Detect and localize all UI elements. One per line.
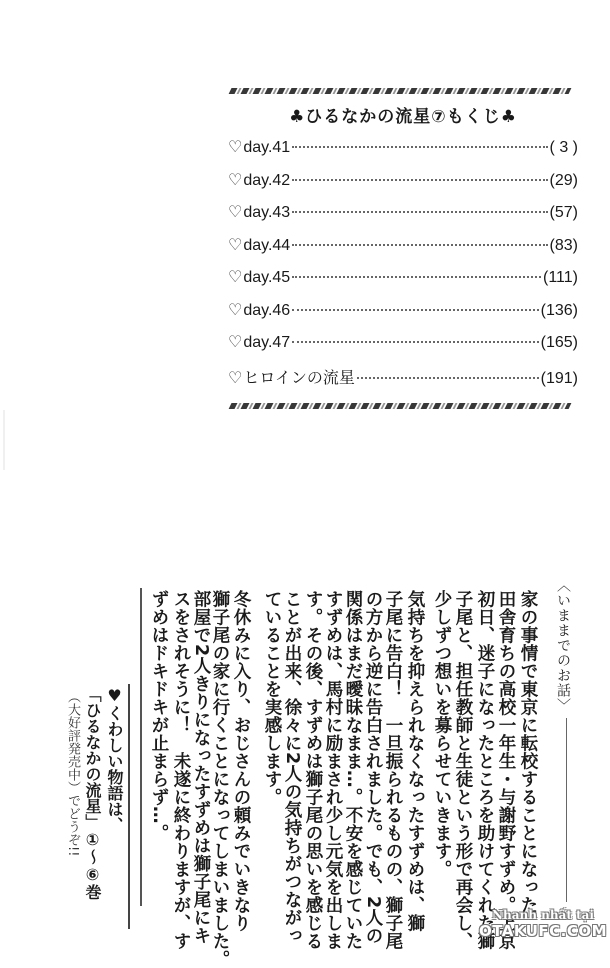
note-line-2: 「ひるなかの流星」①〜⑥巻 (83, 686, 102, 900)
summary-border-right (566, 718, 567, 902)
toc-entry-page: (191) (540, 369, 578, 387)
toc-entry-label: day.42 (243, 171, 291, 189)
note-line-3: （大好評発売中）でどうぞ!! (65, 690, 80, 857)
toc-entry-page: (29) (549, 171, 578, 189)
toc-entry-label: day.43 (243, 204, 291, 221)
summary-column: 初日、迷子になったところを助けてくれた獅 (475, 590, 495, 950)
leader-dots (292, 179, 547, 181)
toc-entry[interactable] (228, 235, 578, 268)
toc-entry[interactable] (228, 170, 578, 203)
toc-entry-page: (57) (549, 204, 578, 221)
summary-column: ずめはドキドキが止まらず…。 (149, 590, 169, 842)
toc-entry-label: day.45 (243, 269, 291, 286)
toc-entry-page: (83) (549, 236, 578, 254)
heart-icon: ♡ (228, 369, 243, 387)
toc-entry[interactable] (228, 300, 578, 333)
summary-border-left (140, 588, 142, 906)
leader-dots (292, 309, 538, 311)
leader-dots (292, 244, 547, 246)
heart-icon: ♡ (228, 236, 243, 254)
table-of-contents (228, 88, 578, 409)
summary-column: す。その後、すずめは獅子尾の思いを感じる (303, 590, 323, 950)
toc-entry-page: (111) (543, 269, 578, 286)
decorative-divider-bottom (229, 403, 572, 409)
summary-column: 田舎育ちの高校一年生・与謝野すずめ。上京 (496, 590, 516, 950)
heart-icon: ♡ (228, 269, 243, 286)
summary-column: ことが出来、徐々に2人の気持ちがつながっ (282, 590, 302, 945)
summary-column: の方から逆に告白されました。でも、2人の (363, 590, 383, 945)
toc-entry-label: day.46 (243, 301, 291, 319)
summary-column: 部屋で2人きりになったすずめは獅子尾にキ (191, 590, 211, 945)
leader-dots (357, 377, 539, 379)
toc-entry[interactable] (228, 332, 578, 365)
summary-column: 子尾に告白！ 一旦振られるものの、獅子尾 (383, 590, 403, 950)
summary-column: 関係はまだ曖昧なまま…。不安を感じていた (343, 590, 363, 950)
toc-title: ♣ひるなかの流星⑦もくじ♣ (289, 107, 517, 127)
summary-column: 家の事情で東京に転校することになった、 (518, 590, 538, 932)
toc-entry[interactable] (228, 365, 578, 398)
toc-entry-page: (136) (540, 301, 578, 319)
toc-entry-label: day.47 (243, 334, 291, 351)
toc-entry-page: (165) (540, 334, 578, 351)
leader-dots (292, 341, 538, 343)
summary-column: 少しずつ想いを募らせていきます。 (432, 590, 452, 878)
heart-icon: ♡ (228, 204, 243, 221)
summary-column: 気持ちを抑えられなくなったすずめは、獅 (405, 590, 425, 932)
watermark (478, 908, 608, 940)
toc-entry-label: ヒロインの流星 (243, 369, 355, 387)
summary-heading: 〈いままでのお話〉 (555, 578, 571, 713)
summary-column: すずめは、馬村に励まされ少し元気を出しま (323, 590, 343, 950)
toc-entry[interactable] (228, 267, 578, 300)
leader-dots (292, 146, 547, 148)
decorative-divider-top (229, 88, 572, 94)
leader-dots (292, 211, 547, 213)
note-border (128, 684, 130, 929)
heart-icon: ♡ (228, 334, 243, 351)
toc-entry-label: day.44 (243, 236, 291, 254)
toc-entry[interactable] (228, 137, 578, 170)
watermark-line-1: Nhanh nhất tại (492, 908, 594, 922)
toc-entry-label: day.41 (243, 139, 291, 156)
heart-icon: ♡ (228, 171, 243, 189)
heart-icon: ♡ (228, 301, 243, 319)
toc-entry[interactable] (228, 202, 578, 235)
heart-icon: ♡ (228, 139, 243, 156)
watermark-line-2: OTAKUFC.COM (478, 922, 608, 940)
summary-column: 冬休みに入り、おじさんの頼みでいきなり (231, 590, 251, 932)
toc-entry-page: ( 3 ) (549, 139, 578, 156)
summary-column: 獅子尾の家に行くことになってしまいました。 (210, 590, 230, 968)
leader-dots (292, 276, 541, 278)
note-line-1: ♥くわしい物語は、 (105, 686, 124, 833)
summary-column: ていることを実感します。 (262, 590, 282, 806)
page-edge-mark (3, 410, 5, 470)
summary-column: 子尾と、担任教師と生徒という形で再会し、 (453, 590, 473, 950)
summary-column: スをされそうに！ 未遂に終わりますが、す (171, 590, 191, 950)
